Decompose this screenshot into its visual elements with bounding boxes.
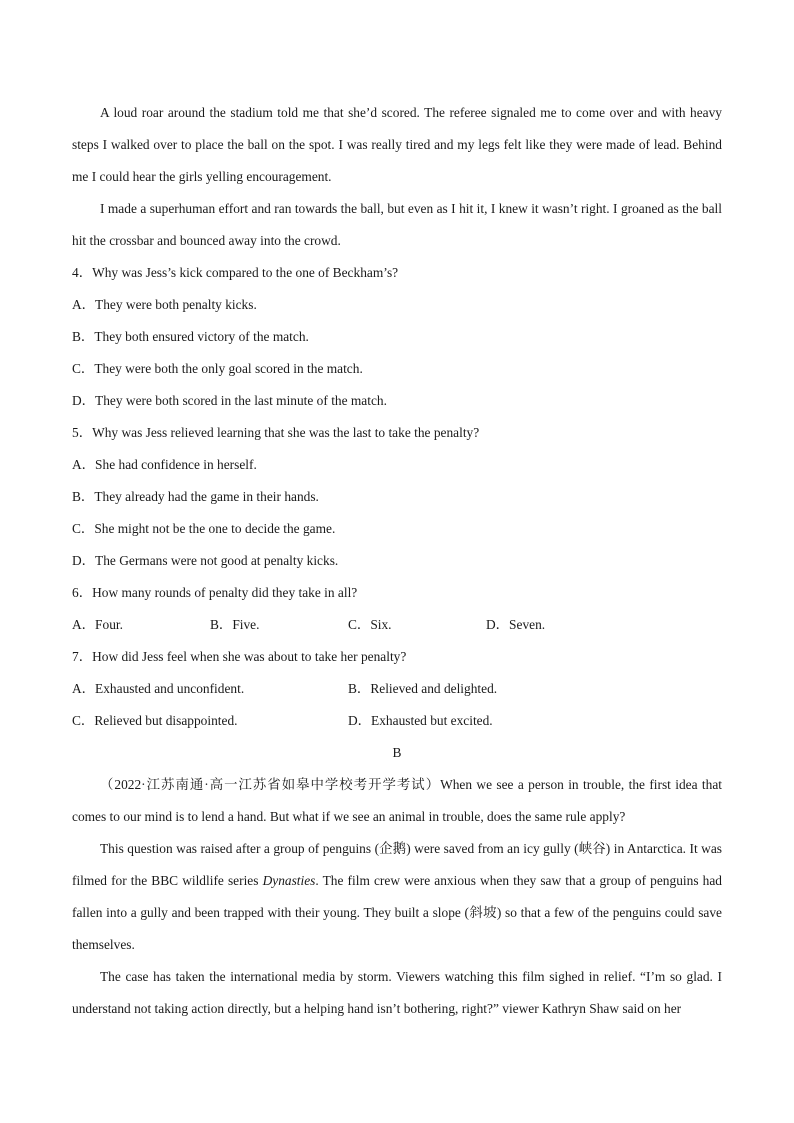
passage-text: This question was raised after a group of penguins (企鹅) were saved from an icy gully (峡谷) in Antarctica. It was filmed for the BBC wildlife series <box>72 841 722 888</box>
question-option: C．Six. <box>348 617 392 632</box>
passage-paragraph: A loud roar around the stadium told me that she’d scored. The referee signaled me to come over and with heavy steps I walked over to place the ball on the spot. I was really tired and my legs felt like they were made of lead. Behind me I could hear the girls yelling encouragement. <box>72 105 722 184</box>
option-row <box>72 609 722 641</box>
option-row <box>72 705 722 737</box>
document-page <box>72 97 722 1025</box>
question-stem: 7．How did Jess feel when she was about to take her penalty? <box>72 649 407 664</box>
question-option: A．She had confidence in herself. <box>72 457 257 472</box>
question-option: D．Exhausted but excited. <box>348 713 493 728</box>
passage-paragraph: （2022·江苏南通·高一江苏省如皋中学校考开学考试）When we see a person in trouble, the first idea that comes to our mind is to lend a hand. But what if we see an animal in trouble, does the same rule apply? <box>72 777 722 824</box>
question-option: A．Exhausted and unconfident. <box>72 681 245 696</box>
question-stem: 5．Why was Jess relieved learning that she was the last to take the penalty? <box>72 425 480 440</box>
question-option: B．Relieved and delighted. <box>348 681 498 696</box>
question-stem: 6．How many rounds of penalty did they take in all? <box>72 585 358 600</box>
question-option: C．She might not be the one to decide the game. <box>72 521 336 536</box>
passage-paragraph: The case has taken the international media by storm. Viewers watching this film sighed in relief. “I’m so glad. I understand not taking action directly, but a helping hand isn’t bothering, right?” viewer Kathryn Shaw said on her <box>72 969 722 1016</box>
question-option: A．Four. <box>72 617 123 632</box>
question-option: A．They were both penalty kicks. <box>72 297 257 312</box>
question-option: D．The Germans were not good at penalty kicks. <box>72 553 339 568</box>
question-option: B．Five. <box>210 617 260 632</box>
passage-paragraph: I made a superhuman effort and ran towards the ball, but even as I hit it, I knew it wasn’t right. I groaned as the ball hit the crossbar and bounced away into the crowd. <box>72 201 722 248</box>
option-row <box>72 673 722 705</box>
question-option: B．They already had the game in their hands. <box>72 489 319 504</box>
question-option: B．They both ensured victory of the match. <box>72 329 309 344</box>
series-title: Dynasties <box>262 873 316 888</box>
passage-text: . The film crew were anxious when they saw that a group of penguins had fallen into a gully and been trapped with their young. They built a slope (斜坡) so that a few of the penguins could save themselves. <box>72 873 722 952</box>
question-option: D．They were both scored in the last minute of the match. <box>72 393 387 408</box>
passage-paragraph <box>72 833 722 961</box>
question-option: C．They were both the only goal scored in the match. <box>72 361 363 376</box>
section-heading: B <box>392 745 402 760</box>
question-stem: 4．Why was Jess’s kick compared to the one of Beckham’s? <box>72 265 399 280</box>
question-option: C．Relieved but disappointed. <box>72 713 238 728</box>
question-option: D．Seven. <box>486 617 546 632</box>
